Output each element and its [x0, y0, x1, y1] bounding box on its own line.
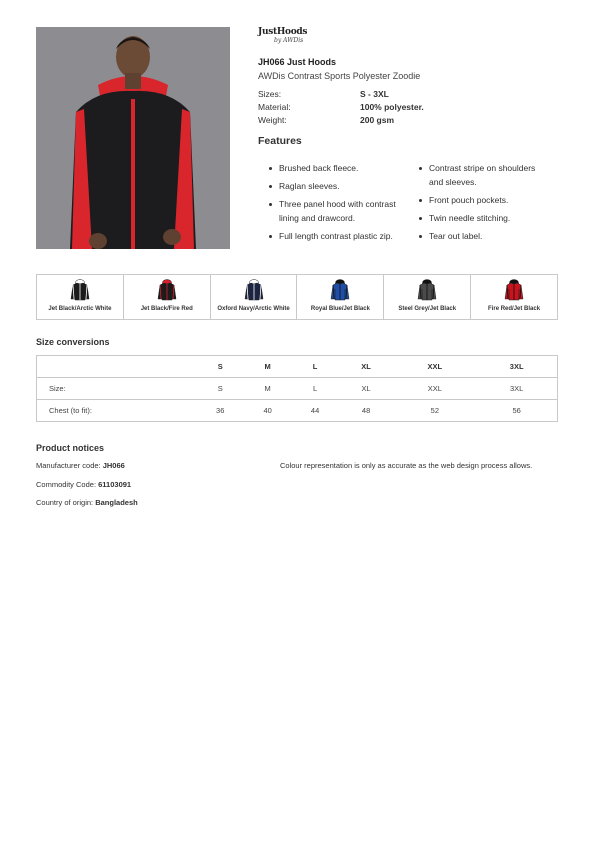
product-info — [258, 27, 558, 247]
hoodie-icon — [330, 279, 350, 301]
colour-name: Fire Red/Jet Black — [488, 306, 541, 312]
colour-swatch[interactable] — [296, 275, 383, 319]
table-cell: Chest (to fit): — [37, 400, 197, 422]
spec-label: Weight: — [258, 115, 287, 125]
table-header-cell: 3XL — [476, 356, 557, 378]
colour-swatch[interactable] — [37, 275, 123, 319]
manufacturer-code — [36, 461, 280, 480]
feature-item: Brushed back fleece. — [258, 161, 408, 175]
features-list — [258, 161, 558, 247]
hoodie-icon — [417, 279, 437, 301]
product-name: AWDis Contrast Sports Polyester Zoodie — [258, 71, 421, 81]
size-table — [36, 355, 558, 422]
table-cell: 48 — [339, 400, 394, 422]
table-cell: L — [291, 378, 338, 400]
country-of-origin-value: Bangladesh — [95, 498, 138, 507]
hoodie-icon — [70, 279, 90, 301]
colour-swatch[interactable] — [383, 275, 470, 319]
table-cell: 56 — [476, 400, 557, 422]
commodity-code-value: 61103091 — [98, 479, 132, 489]
feature-item: Twin needle stitching. — [408, 211, 548, 225]
notice-row — [36, 498, 558, 517]
colour-name: Oxford Navy/Arctic White — [217, 306, 290, 312]
table-header-cell: S — [197, 356, 244, 378]
spec-label: Sizes: — [258, 89, 282, 99]
table-header-cell: L — [291, 356, 338, 378]
hoodie-icon — [157, 279, 177, 301]
hoodie-icon — [504, 279, 524, 301]
feature-item: Tear out label. — [408, 229, 548, 243]
notice-row — [36, 480, 558, 499]
table-cell: M — [244, 378, 291, 400]
colour-swatch[interactable] — [123, 275, 210, 319]
size-conversions-title: Size conversions — [36, 337, 110, 347]
spec-value: 200 gsm — [360, 115, 395, 125]
hoodie-icon — [244, 279, 264, 301]
table-row — [37, 400, 558, 422]
product-photo — [36, 27, 230, 249]
manufacturer-code-value: JH066 — [102, 461, 125, 470]
spec-label: Material: — [258, 102, 291, 112]
feature-item: Full length contrast plastic zip. — [258, 229, 408, 243]
feature-item: Raglan sleeves. — [258, 179, 408, 193]
table-header-row — [37, 356, 558, 378]
product-code: JH066 Just Hoods — [258, 57, 337, 67]
colour-name: Royal Blue/Jet Black — [310, 306, 370, 312]
product-specs — [258, 89, 558, 125]
colour-name: Jet Black/Fire Red — [140, 306, 193, 312]
feature-item: Front pouch pockets. — [408, 193, 548, 207]
table-cell: 40 — [244, 400, 291, 422]
table-cell: 3XL — [476, 378, 557, 400]
commodity-code-label: Commodity Code: — [36, 479, 97, 489]
table-cell: XL — [339, 378, 394, 400]
colour-swatches — [36, 274, 558, 320]
features-title: Features — [258, 135, 302, 147]
spec-value: 100% polyester. — [360, 102, 424, 112]
table-cell: 44 — [291, 400, 338, 422]
table-cell: S — [197, 378, 244, 400]
brand-logo — [258, 27, 318, 49]
features-right-column — [408, 161, 548, 247]
country-of-origin — [36, 498, 280, 517]
commodity-code — [36, 480, 280, 499]
table-header-cell — [37, 356, 197, 378]
table-header-cell: M — [244, 356, 291, 378]
table-row — [37, 378, 558, 400]
notice-row — [36, 461, 558, 480]
table-cell: XXL — [393, 378, 476, 400]
features-left-column — [258, 161, 408, 247]
manufacturer-code-label: Manufacturer code: — [36, 461, 101, 470]
table-header-cell: XXL — [393, 356, 476, 378]
product-notices-title: Product notices — [36, 443, 105, 453]
spec-value: S - 3XL — [360, 89, 389, 99]
brand-logo-main: JustHoods — [258, 27, 308, 37]
spec-row — [258, 89, 558, 99]
spec-row — [258, 115, 558, 125]
product-notices — [36, 461, 558, 517]
table-header-cell: XL — [339, 356, 394, 378]
colour-swatch[interactable] — [470, 275, 557, 319]
table-cell: 52 — [393, 400, 476, 422]
country-of-origin-label: Country of origin: — [36, 498, 94, 507]
feature-item: Contrast stripe on shoulders and sleeves. — [408, 161, 548, 189]
colour-name: Jet Black/Arctic White — [48, 306, 112, 312]
colour-note: Colour representation is only as accurate as the web design process allows. — [280, 461, 533, 470]
colour-swatch[interactable] — [210, 275, 297, 319]
spec-row — [258, 102, 558, 112]
colour-name: Steel Grey/Jet Black — [398, 306, 457, 312]
feature-item: Three panel hood with contrast lining and drawcord. — [258, 197, 408, 225]
table-cell: 36 — [197, 400, 244, 422]
brand-logo-sub: by AWDis — [274, 37, 304, 44]
table-cell: Size: — [37, 378, 197, 400]
